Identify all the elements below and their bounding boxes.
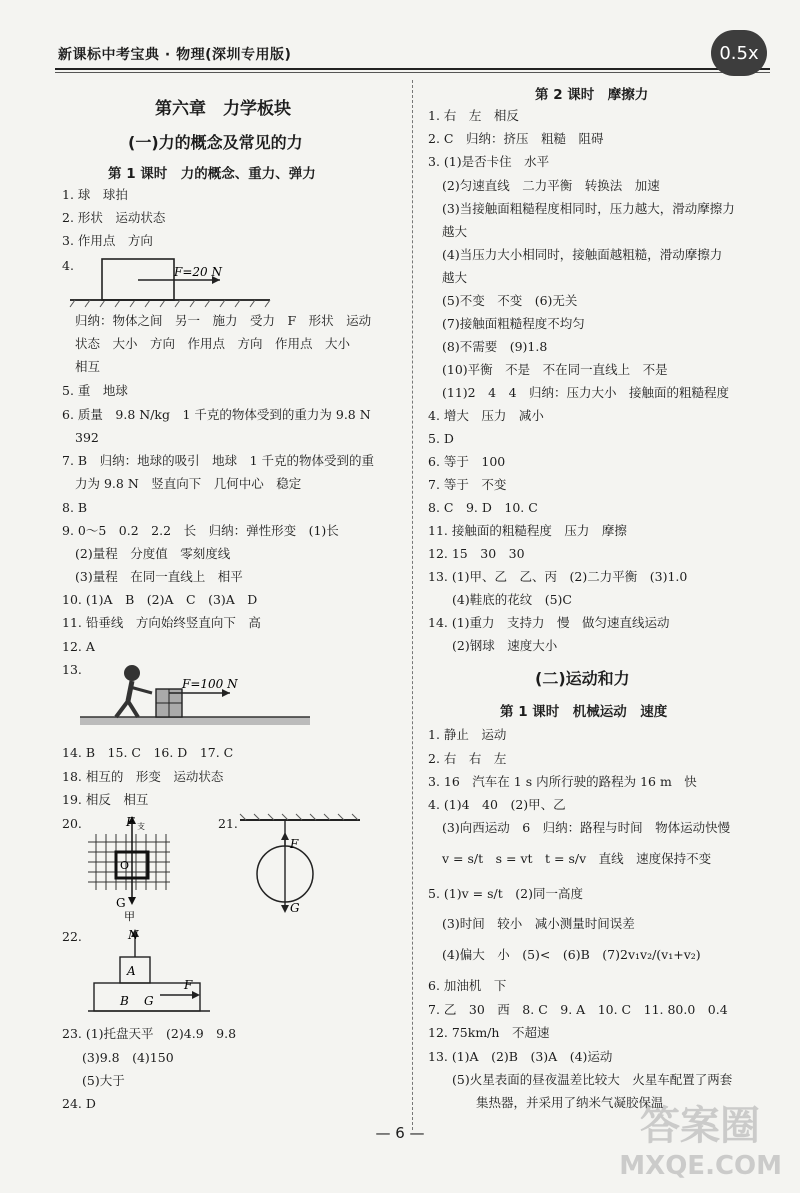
answer-line: 13. (1)甲、乙 乙、丙 (2)二力平衡 (3)1.0 xyxy=(428,569,688,584)
answer-line: 集热器，并采用了纳米气凝胶保温 xyxy=(476,1095,664,1110)
answer-line: (2)量程 分度值 零刻度线 xyxy=(75,546,231,561)
answer-line: 6. 等于 100 xyxy=(428,454,506,469)
answer-line: 11. 接触面的粗糙程度 压力 摩擦 xyxy=(428,523,627,538)
answer-line: (3)向西运动 6 归纳：路程与时间 物体运动快慢 xyxy=(442,820,731,835)
answer-line: (11)2 4 4 归纳：压力大小 接触面的粗糙程度 xyxy=(442,385,730,400)
answer-line: 1. 球 球拍 xyxy=(62,187,128,202)
label-g: G xyxy=(290,901,300,915)
answer-line: 2. 右 右 左 xyxy=(428,751,507,766)
chapter-title: 第六章 力学板块 xyxy=(155,99,291,119)
answer-line: 14. B 15. C 16. D 17. C xyxy=(62,745,234,760)
header-rule-thin xyxy=(55,72,770,73)
answer-label: 21. xyxy=(218,816,238,831)
zoom-badge[interactable]: 0.5x xyxy=(711,30,767,76)
answer-line: (5)不变 不变 (6)无关 xyxy=(442,293,578,308)
answer-label: 22. xyxy=(62,929,82,944)
answer-line: 7. 等于 不变 xyxy=(428,477,507,492)
answer-line: (4)当压力大小相同时，接触面越粗糙，滑动摩擦力 xyxy=(442,247,723,262)
answer-line: 4. xyxy=(62,258,74,273)
answer-label: 20. xyxy=(62,816,82,831)
answer-line: 2. C 归纳：挤压 粗糙 阻碍 xyxy=(428,131,604,146)
answer-line: 24. D xyxy=(62,1096,96,1111)
answer-line: 12. 75km/h 不超速 xyxy=(428,1025,550,1040)
watermark-top: 答案圈 xyxy=(640,1103,760,1149)
answer-line: 9. 0～5 0.2 2.2 长 归纳：弹性形变 (1)长 xyxy=(62,523,339,538)
answer-line: 13. (1)A (2)B (3)A (4)运动 xyxy=(428,1049,613,1064)
answer-line: 归纳：物体之间 另一 施力 受力 F 形状 运动 xyxy=(75,313,372,328)
answer-line: 8. C 9. D 10. C xyxy=(428,500,538,515)
page-number: — 6 — xyxy=(375,1124,425,1142)
answer-line: 19. 相反 相互 xyxy=(62,792,149,807)
answer-line: 5. D xyxy=(428,431,454,446)
label-jia: 甲 xyxy=(124,910,135,923)
answer-line: (4)偏大 小 (5)< (6)B (7)2v₁v₂/(v₁+v₂) xyxy=(442,947,701,962)
answer-line: (2)匀速直线 二力平衡 转换法 加速 xyxy=(442,178,660,193)
lesson-title: 第 1 课时 力的概念、重力、弹力 xyxy=(108,166,316,182)
answer-line: (3)时间 较小 减小测量时间误差 xyxy=(442,916,635,931)
answer-line: (3)当接触面粗糙程度相同时，压力越大，滑动摩擦力 xyxy=(442,201,735,216)
answer-line: (5)火星表面的昼夜温差比较大 火星车配置了两套 xyxy=(452,1072,733,1087)
answer-line: 14. (1)重力 支持力 慢 做匀速直线运动 xyxy=(428,615,670,630)
label-o: O xyxy=(120,859,130,872)
answer-line: 6. 质量 9.8 N/kg 1 千克的物体受到的重力为 9.8 N xyxy=(62,407,371,422)
answer-line: 12. 15 30 30 xyxy=(428,546,525,561)
answer-line: 11. 铅垂线 方向始终竖直向下 高 xyxy=(62,615,261,630)
section-title: (一)力的概念及常见的力 xyxy=(128,133,303,152)
answer-line: 越大 xyxy=(442,224,468,239)
answer-line: v = s/t s = vt t = s/v 直线 速度保持不变 xyxy=(442,851,712,866)
answer-line: 3. 16 汽车在 1 s 内所行驶的路程为 16 m 快 xyxy=(428,774,697,789)
label-f: F xyxy=(126,815,135,829)
answer-line: 12. A xyxy=(62,639,95,654)
answer-line: (7)接触面粗糙程度不均匀 xyxy=(442,316,585,331)
answer-line: 5. (1)v = s/t (2)同一高度 xyxy=(428,886,583,901)
label-g: G xyxy=(144,994,154,1008)
book-title: 新课标中考宝典 · 物理(深圳专用版) xyxy=(58,47,292,63)
answer-line: 3. (1)是否卡住 水平 xyxy=(428,154,550,169)
label-n: N xyxy=(128,928,139,942)
label-a: A xyxy=(127,964,136,978)
answer-line: (8)不需要 (9)1.8 xyxy=(442,339,548,354)
answer-line: 4. (1)4 40 (2)甲、乙 xyxy=(428,797,566,812)
answer-line: 10. (1)A B (2)A C (3)A D xyxy=(62,592,258,607)
answer-line: 4. 增大 压力 减小 xyxy=(428,408,544,423)
answer-line: 8. B xyxy=(62,500,88,515)
section-title: (二)运动和力 xyxy=(535,669,630,688)
figure-21 xyxy=(240,812,360,922)
answer-line: (2)钢球 速度大小 xyxy=(452,638,558,653)
figure-22 xyxy=(88,925,218,1015)
label-sub: 支 xyxy=(137,822,145,831)
answer-line: (3)9.8 (4)150 xyxy=(82,1050,174,1065)
answer-line: 6. 加油机 下 xyxy=(428,978,507,993)
answer-line: 5. 重 地球 xyxy=(62,383,128,398)
answer-line: (4)鞋底的花纹 (5)C xyxy=(452,592,572,607)
figure-13 xyxy=(80,655,320,735)
answer-line: 2. 形状 运动状态 xyxy=(62,210,166,225)
figure-20 xyxy=(80,812,200,922)
answer-line: 13. xyxy=(62,662,82,677)
label-f: F xyxy=(184,978,193,992)
force-label: F=20 N xyxy=(174,265,222,279)
answer-line: 7. B 归纳：地球的吸引 地球 1 千克的物体受到的重 xyxy=(62,453,375,468)
answer-line: 3. 作用点 方向 xyxy=(62,233,153,248)
answer-line: 18. 相互的 形变 运动状态 xyxy=(62,769,224,784)
answer-line: 越大 xyxy=(442,270,468,285)
answer-line: 1. 右 左 相反 xyxy=(428,108,519,123)
answer-line: 7. 乙 30 西 8. C 9. A 10. C 11. 80.0 0.4 xyxy=(428,1002,728,1017)
answer-line: (5)大于 xyxy=(82,1073,125,1088)
answer-line: (10)平衡 不是 不在同一直线上 不是 xyxy=(442,362,668,377)
label-g: G xyxy=(116,896,126,910)
answer-line: (3)量程 在同一直线上 相平 xyxy=(75,569,243,584)
answer-line: 力为 9.8 N 竖直向下 几何中心 稳定 xyxy=(75,476,302,491)
watermark: MXQE.COM xyxy=(619,1151,782,1181)
figure-4 xyxy=(70,250,410,310)
answer-line: 状态 大小 方向 作用点 方向 作用点 大小 xyxy=(75,336,351,351)
lesson-title: 第 1 课时 机械运动 速度 xyxy=(500,704,668,720)
force-label: F=100 N xyxy=(182,677,238,691)
answer-line: 392 xyxy=(75,430,99,445)
answer-line: 23. (1)托盘天平 (2)4.9 9.8 xyxy=(62,1026,237,1041)
column-divider xyxy=(412,80,413,1130)
label-f: F xyxy=(290,837,299,851)
label-b: B xyxy=(120,994,129,1008)
answer-line: 1. 静止 运动 xyxy=(428,727,507,742)
answer-line: 相互 xyxy=(75,359,101,374)
header-rule xyxy=(55,68,770,70)
lesson-title: 第 2 课时 摩擦力 xyxy=(535,87,649,103)
